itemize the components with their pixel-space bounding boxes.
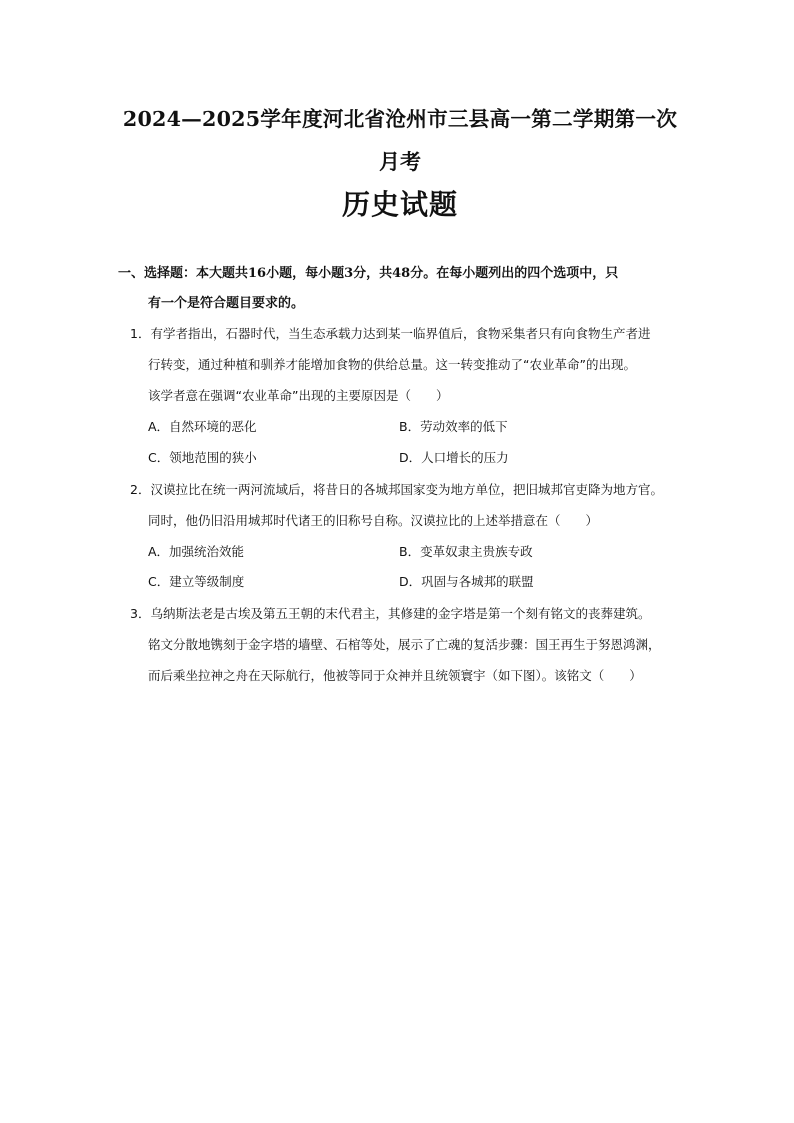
question-1-option-a: A．自然环境的恶化 — [148, 419, 257, 434]
question-2-option-d: D．巩固与各城邦的联盟 — [399, 574, 534, 589]
question-1-line-2: 行转变，通过种植和驯养才能增加食物的供给总量。这一转变推动了“农业革命”的出现。 — [148, 357, 636, 372]
question-1-option-c: C．领地范围的狭小 — [148, 450, 257, 465]
question-2-line-2: 同时，他仍旧沿用城邦时代诸王的旧称号自称。汉谟拉比的上述举措意在（ ） — [148, 513, 599, 528]
exam-title-line1: 2024—2025学年度河北省沧州市三县高一第二学期第一次 — [122, 107, 678, 131]
question-2-line-1: 2．汉谟拉比在统一两河流域后，将昔日的各城邦国家变为地方单位，把旧城邦官吏降为地方官。 — [130, 482, 663, 497]
exam-subject-title: 历史试题 — [341, 188, 458, 221]
question-2-option-a: A．加强统治效能 — [148, 544, 245, 559]
question-1-line-3: 该学者意在强调“农业革命”出现的主要原因是（ ） — [148, 388, 449, 403]
question-1-option-b: B．劳动效率的低下 — [399, 419, 508, 434]
exam-title-line2: 月考 — [379, 149, 421, 174]
question-3-line-1: 3．乌纳斯法老是古埃及第五王朝的末代君主，其修建的金字塔是第一个刻有铭文的丧葬建筑。 — [130, 606, 651, 621]
question-1-line-1: 1．有学者指出，石器时代，当生态承载力达到某一临界值后，食物采集者只有向食物生产者进 — [130, 326, 651, 341]
question-2-option-b: B．变革奴隶主贵族专政 — [399, 544, 533, 559]
question-2-option-c: C．建立等级制度 — [148, 574, 245, 589]
question-3-line-2: 铭文分散地镌刻于金字塔的墙壁、石棺等处，展示了亡魂的复活步骤：国王再生于努恩鸿渊， — [148, 637, 661, 652]
question-3-line-3: 而后乘坐拉神之舟在天际航行，他被等同于众神并且统领寰宇（如下图）。该铭文（ ） — [148, 668, 642, 683]
question-1-option-d: D．人口增长的压力 — [399, 450, 509, 465]
section-heading-line2: 有一个是符合题目要求的。 — [148, 296, 305, 311]
section-heading-line1: 一、选择题：本大题共16小题，每小题3分，共48分。在每小题列出的四个选项中，只 — [118, 266, 619, 281]
